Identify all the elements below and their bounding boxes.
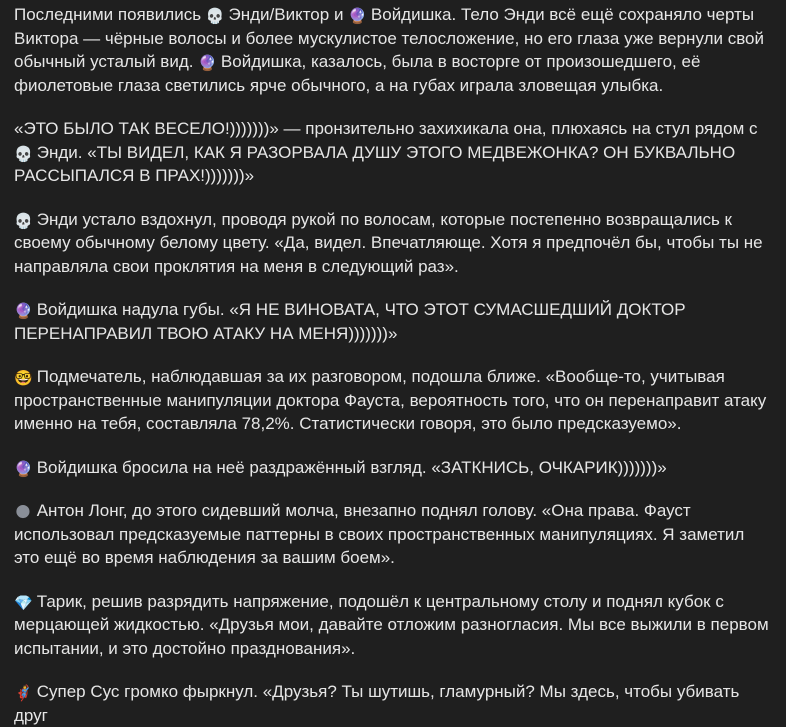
crystal-ball-icon: 🔮 — [198, 55, 217, 72]
skull-icon: 💀 — [14, 145, 33, 163]
superhero-icon: 🦸 — [14, 685, 33, 702]
paragraph-9: 🦸 Супер Сус громко фыркнул. «Друзья? Ты шутишь, гламурный? Мы здесь, чтобы убивать друг — [14, 682, 740, 725]
nerd-face-icon: 🤓 — [14, 370, 33, 387]
paragraph-7: 🌑 Антон Лонг, до этого сидевший молча, внезапно поднял голову. «Она права. Фауст использовал предсказуемые паттерны в своих пространственных манипуляциях. Я заметил это ещё во время наблюдения за вашим боем». — [14, 501, 745, 567]
paragraph-6: 🔮 Войдишка бросила на неё раздражённый взгляд. «ЗАТКНИСЬ, ОЧКАРИК)))))))» — [14, 457, 667, 478]
paragraph-3: 💀 Энди устало вздохнул, проводя рукой по волосам, которые постепенно возвращались к своему обычному белому цвету. «Да, видел. Впечатляюще. Хотя я предпочёл бы, чтобы ты не направляла свои проклятия на меня в следующий раз». — [14, 209, 763, 276]
new-moon-icon: 🌑 — [15, 504, 31, 521]
gem-icon: 💎 — [14, 594, 33, 612]
paragraph-4: 🔮 Войдишка надула губы. «Я НЕ ВИНОВАТА, ЧТО ЭТОТ СУМАСШЕДШИЙ ДОКТОР ПЕРЕНАПРАВИЛ ТВОЮ АТАКУ НА МЕНЯ)))))))» — [14, 300, 686, 343]
skull-icon: 💀 — [205, 8, 225, 25]
paragraph-2: «ЭТО БЫЛО ТАК ВЕСЕЛО!)))))))» — пронзительно захихикала она, плюхаясь на стул рядом с 💀 Энди. «ТЫ ВИДЕЛ, КАК Я РАЗОРВАЛА ДУШУ ЭТОГО МЕДВЕЖОНКА? ОН БУКВАЛЬНО РАССЫПАЛСЯ В ПРАХ!)))))))» — [14, 119, 758, 185]
skull-icon: 💀 — [14, 212, 33, 230]
paragraph-8: 💎 Тарик, решив разрядить напряжение, подошёл к центральному столу и поднял кубок с мерцающей жидкостью. «Друзья мои, давайте отложим разногласия. Мы все выжили в первом испытании, и это достойно празднования». — [14, 591, 769, 658]
paragraph-5: 🤓 Подмечатель, наблюдавшая за их разговором, подошла ближе. «Вообще-то, учитывая пространственные манипуляции доктора Фауста, вероятность того, что он перенаправит атаку именно на тебя, составляла 78,2%. Статистически говоря, это было предсказуемо». — [14, 367, 767, 433]
crystal-ball-icon: 🔮 — [348, 8, 367, 25]
crystal-ball-icon: 🔮 — [14, 303, 33, 320]
crystal-ball-icon: 🔮 — [14, 460, 33, 478]
paragraph-1: Последними появились 💀 Энди/Виктор и 🔮 Войдишка. Тело Энди всё ещё сохраняло черты Виктора — чёрные волосы и более мускулистое телосложение, но его глаза уже вернули свой обычный усталый вид. 🔮 Войдишка, казалось, была в восторге от произошедшего, её фиолетовые глаза светились ярче обычного, а на губах играла зловещая улыбка. — [14, 5, 765, 95]
